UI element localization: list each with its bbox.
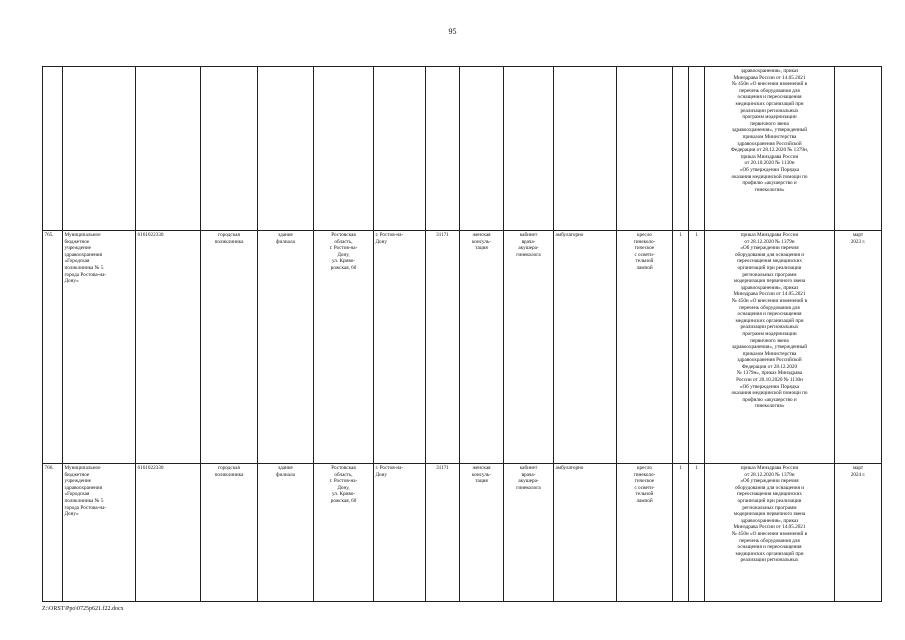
cell-organization: Муниципальное бюджетное учреждение здравоохранения «Городская поликлиника № 5 города Ростова-на- Дону» — [63, 231, 136, 464]
page-number: 95 — [448, 27, 457, 36]
cell-equipment: кресло гинеколо- гическое с освети- тельной лампой — [617, 231, 673, 464]
table-row — [43, 231, 882, 464]
cell-row-number: 765. — [43, 231, 63, 464]
cell-row-number: 766. — [43, 464, 63, 602]
cell-equipment: кресло гинеколо- гическое с освети- тельной лампой — [617, 464, 673, 602]
cell-facility-type: городская поликлиника — [201, 231, 258, 464]
cell-empty — [460, 67, 504, 231]
cell-address: Ростовская область, г. Ростов-на- Дону, ул. Криво- рожская, 60 — [314, 464, 374, 602]
cell-empty — [43, 67, 63, 231]
cell-quantity-1: 1 — [673, 231, 689, 464]
cell-building: здание филиала — [258, 231, 314, 464]
equipment-table — [42, 66, 882, 602]
cell-empty — [554, 67, 617, 231]
cell-empty — [835, 67, 882, 231]
cell-empty — [201, 67, 258, 231]
cell-inn: 6161022330 — [136, 231, 201, 464]
cell-address: Ростовская область, г. Ростов-на- Дону, ул. Криво- рожская, 60 — [314, 231, 374, 464]
cell-empty — [258, 67, 314, 231]
cell-cabinet: кабинет врача- акушера- гинеколога — [504, 231, 554, 464]
cell-basis: приказ Минздрава России от 28.12.2020 № 1379н «Об утверждении перечня оборудования для оснащения и переоснащения медицинских организаций при реализации региональных программ модернизации первичного звена здравоохранения», приказ Минздрава России от 14.05.2021 № 450н «О внесении изменений в перечень оборудования для оснащения и переоснащения медицинских организаций при реализации региональных программ модернизации первичного звена здравоохранения», утвержденный приказом Министерства здравоохранения Российской Федерации от 28.12.2020 № 1379н», приказ Минздрава России от 20.10.2020 № 1130н «Об утверждении Порядка оказания медицинской помощи по профилю «акушерство и гинекология» — [705, 231, 835, 464]
cell-cabinet: кабинет врача- акушера- гинеколога — [504, 464, 554, 602]
cell-empty — [136, 67, 201, 231]
cell-care-type: амбулаторно — [554, 464, 617, 602]
cell-city: г. Ростов-на- Дону — [374, 231, 426, 464]
cell-date: март 2023 г. — [835, 231, 882, 464]
cell-quantity-1: 1 — [673, 464, 689, 602]
cell-empty — [504, 67, 554, 231]
cell-quantity-2: 1 — [689, 231, 705, 464]
cell-basis-continuation: здравоохранения», приказ Минздрава России от 14.05.2021 № 450н «О внесении изменений в перечень оборудования для оснащения и переоснащения медицинских организаций при реализации региональных программ модернизации первичного звена здравоохранения», утвержденный приказом Министерства здравоохранения Российской Федерации от 28.12.2020 № 1379н, приказ Минздрава России от 20.10.2020 № 1130н «Об утверждении Порядка оказания медицинской помощи по профилю «акушерство и гинекология» — [705, 67, 835, 231]
footer-file-path: Z:\ORST\Ppo\0725p621.f22.docx — [42, 606, 124, 612]
cell-empty — [63, 67, 136, 231]
cell-building: здание филиала — [258, 464, 314, 602]
cell-quantity-2: 1 — [689, 464, 705, 602]
cell-code: 31171 — [426, 231, 460, 464]
table-row-continuation — [43, 67, 882, 231]
cell-facility-type: городская поликлиника — [201, 464, 258, 602]
cell-empty — [617, 67, 673, 231]
cell-consultation: женская консуль- тация — [460, 231, 504, 464]
cell-city: г. Ростов-на- Дону — [374, 464, 426, 602]
cell-empty — [374, 67, 426, 231]
cell-empty — [426, 67, 460, 231]
table-row — [43, 464, 882, 602]
cell-basis: приказ Минздрава России от 28.12.2020 № 1379н «Об утверждении перечня оборудования для оснащения и переоснащения медицинских организаций при реализации региональных программ модернизации первичного звена здравоохранения», приказ Минздрава России от 14.05.2021 № 450н «О внесении изменений в перечень оборудования для оснащения и переоснащения медицинских организаций при реализации региональных — [705, 464, 835, 602]
cell-empty — [314, 67, 374, 231]
cell-empty — [689, 67, 705, 231]
cell-inn: 6161022330 — [136, 464, 201, 602]
cell-date: март 2024 г. — [835, 464, 882, 602]
cell-organization: Муниципальное бюджетное учреждение здравоохранения «Городская поликлиника № 5 города Ростова-на- Дону» — [63, 464, 136, 602]
cell-code: 31171 — [426, 464, 460, 602]
cell-care-type: амбулаторно — [554, 231, 617, 464]
cell-consultation: женская консуль- тация — [460, 464, 504, 602]
cell-empty — [673, 67, 689, 231]
